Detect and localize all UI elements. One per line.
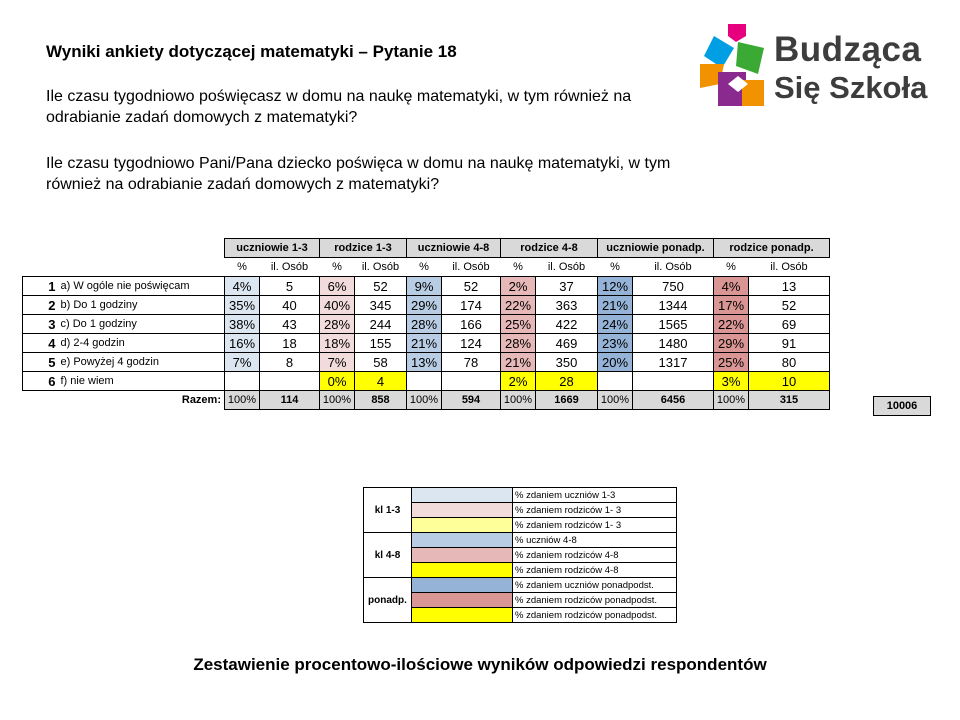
count-cell: 28: [536, 372, 598, 391]
count-cell: 91: [749, 334, 830, 353]
count-cell: 52: [749, 296, 830, 315]
count-cell: 174: [442, 296, 501, 315]
group-header: rodzice ponadp.: [714, 239, 830, 258]
percent-cell: 16%: [225, 334, 260, 353]
legend-text: % zdaniem rodziców ponadpodst.: [513, 608, 677, 623]
total-cell: 858: [355, 391, 407, 410]
legend-text: % zdaniem rodziców 1- 3: [513, 518, 677, 533]
row-label: d) 2-4 godzin: [59, 334, 225, 353]
total-cell: 594: [442, 391, 501, 410]
percent-cell: 4%: [225, 277, 260, 296]
legend-swatch: [412, 503, 513, 518]
row-number: 3: [23, 315, 59, 334]
percent-cell: 2%: [501, 277, 536, 296]
sub-header: il. Osób: [452, 261, 490, 273]
legend-row: [364, 533, 677, 548]
count-cell: 244: [355, 315, 407, 334]
legend-text: % zdaniem rodziców 4-8: [513, 548, 677, 563]
count-cell: 422: [536, 315, 598, 334]
legend-swatch: [412, 608, 513, 623]
count-cell: 40: [260, 296, 320, 315]
logo-text-line1: Budząca: [774, 30, 922, 69]
table-row: [23, 296, 830, 315]
grand-total: 10006: [873, 396, 931, 416]
count-cell: 78: [442, 353, 501, 372]
count-cell: [442, 372, 501, 391]
total-cell: 100%: [407, 391, 442, 410]
percent-cell: 3%: [714, 372, 749, 391]
row-number: 1: [23, 277, 59, 296]
count-cell: 10: [749, 372, 830, 391]
sub-header: %: [332, 261, 342, 273]
count-cell: 18: [260, 334, 320, 353]
count-cell: 155: [355, 334, 407, 353]
question-parent: Ile czasu tygodniowo Pani/Pana dziecko poświęca w domu na naukę matematyki, w tym również na odrabianie zadań domowych z matematyki?: [46, 155, 671, 193]
percent-cell: 7%: [225, 353, 260, 372]
count-cell: 345: [355, 296, 407, 315]
count-cell: 469: [536, 334, 598, 353]
percent-cell: 18%: [320, 334, 355, 353]
percent-cell: 24%: [598, 315, 633, 334]
legend-text: % zdaniem rodziców 1- 3: [513, 503, 677, 518]
legend-swatch: [412, 518, 513, 533]
count-cell: 1344: [633, 296, 714, 315]
count-cell: 1317: [633, 353, 714, 372]
count-cell: 4: [355, 372, 407, 391]
group-header: rodzice 1-3: [320, 239, 407, 258]
percent-cell: 25%: [501, 315, 536, 334]
percent-cell: 22%: [501, 296, 536, 315]
legend-text: % zdaniem uczniów ponadpodst.: [513, 578, 677, 593]
percent-cell: 21%: [407, 334, 442, 353]
total-cell: 100%: [714, 391, 749, 410]
row-label: c) Do 1 godziny: [59, 315, 225, 334]
totals-row: [23, 391, 830, 410]
legend-text: % uczniów 4-8: [513, 533, 677, 548]
percent-cell: 28%: [320, 315, 355, 334]
sub-header: il. Osób: [547, 261, 586, 273]
total-label: Razem:: [181, 394, 221, 407]
percent-cell: 21%: [501, 353, 536, 372]
sub-header: %: [513, 261, 523, 273]
row-label: f) nie wiem: [59, 372, 225, 391]
count-cell: 1565: [633, 315, 714, 334]
results-table: [22, 238, 830, 410]
color-legend: [363, 487, 677, 623]
total-cell: 100%: [320, 391, 355, 410]
percent-cell: 28%: [501, 334, 536, 353]
group-header: rodzice 4-8: [501, 239, 598, 258]
legend-row: [364, 488, 677, 503]
page-title: Wyniki ankiety dotyczącej matematyki – Pytanie 18: [46, 42, 457, 61]
logo-mark-icon: [698, 22, 774, 112]
row-label: a) W ogóle nie poświęcam: [59, 277, 225, 296]
legend-swatch: [412, 488, 513, 503]
percent-cell: 23%: [598, 334, 633, 353]
count-cell: 69: [749, 315, 830, 334]
table-row: [23, 277, 830, 296]
count-cell: 363: [536, 296, 598, 315]
table-row: [23, 315, 830, 334]
count-cell: 58: [355, 353, 407, 372]
percent-cell: 0%: [320, 372, 355, 391]
percent-cell: 38%: [225, 315, 260, 334]
sub-header: il. Osób: [361, 261, 400, 273]
total-cell: 114: [260, 391, 320, 410]
percent-cell: 35%: [225, 296, 260, 315]
total-cell: 100%: [501, 391, 536, 410]
total-cell: 100%: [225, 391, 260, 410]
table-row: [23, 353, 830, 372]
percent-cell: 13%: [407, 353, 442, 372]
question-student: Ile czasu tygodniowo poświęcasz w domu na naukę matematyki, w tym również na odrabianie zadań domowych z matematyki?: [46, 88, 632, 126]
count-cell: 750: [633, 277, 714, 296]
percent-cell: 25%: [714, 353, 749, 372]
percent-cell: 29%: [714, 334, 749, 353]
count-cell: 8: [260, 353, 320, 372]
total-cell: 100%: [598, 391, 633, 410]
count-cell: 350: [536, 353, 598, 372]
count-cell: 80: [749, 353, 830, 372]
sub-header: %: [726, 261, 736, 273]
percent-cell: 2%: [501, 372, 536, 391]
percent-cell: 17%: [714, 296, 749, 315]
logo-text-line2: Się Szkoła: [774, 70, 928, 105]
percent-cell: 20%: [598, 353, 633, 372]
count-cell: 52: [355, 277, 407, 296]
percent-cell: 7%: [320, 353, 355, 372]
row-number: 2: [23, 296, 59, 315]
count-cell: 13: [749, 277, 830, 296]
total-cell: 315: [749, 391, 830, 410]
count-cell: 37: [536, 277, 598, 296]
legend-text: % zdaniem rodziców 4-8: [513, 563, 677, 578]
total-cell: 6456: [633, 391, 714, 410]
table-row: [23, 372, 830, 391]
count-cell: [633, 372, 714, 391]
percent-cell: [598, 372, 633, 391]
row-number: 6: [23, 372, 59, 391]
table-row: [23, 334, 830, 353]
count-cell: 124: [442, 334, 501, 353]
legend-swatch: [412, 578, 513, 593]
total-cell: 1669: [536, 391, 598, 410]
count-cell: 5: [260, 277, 320, 296]
percent-cell: 12%: [598, 277, 633, 296]
sub-header: %: [237, 261, 247, 273]
footer-caption: Zestawienie procentowo-ilościowe wyników odpowiedzi respondentów: [193, 655, 767, 674]
group-header: uczniowie ponadp.: [598, 239, 714, 258]
count-cell: 166: [442, 315, 501, 334]
group-header: uczniowie 4-8: [407, 239, 501, 258]
percent-cell: [407, 372, 442, 391]
sub-header: il. Osób: [270, 261, 309, 273]
percent-cell: 28%: [407, 315, 442, 334]
legend-text: % zdaniem rodziców ponadpodst.: [513, 593, 677, 608]
percent-cell: 40%: [320, 296, 355, 315]
count-cell: 52: [442, 277, 501, 296]
row-number: 4: [23, 334, 59, 353]
percent-cell: 4%: [714, 277, 749, 296]
legend-row: [364, 578, 677, 593]
legend-text: % zdaniem uczniów 1-3: [513, 488, 677, 503]
legend-swatch: [412, 548, 513, 563]
legend-swatch: [412, 563, 513, 578]
legend-group-label: ponadp.: [364, 578, 412, 623]
sub-header: %: [610, 261, 620, 273]
percent-cell: 21%: [598, 296, 633, 315]
percent-cell: [225, 372, 260, 391]
percent-cell: 29%: [407, 296, 442, 315]
row-label: b) Do 1 godziny: [59, 296, 225, 315]
count-cell: 1480: [633, 334, 714, 353]
sub-header-row: [23, 258, 830, 277]
sub-header: il. Osób: [770, 261, 808, 273]
percent-cell: 22%: [714, 315, 749, 334]
percent-cell: 9%: [407, 277, 442, 296]
row-label: e) Powyżej 4 godzin: [59, 353, 225, 372]
group-header-row: [23, 239, 830, 258]
percent-cell: 6%: [320, 277, 355, 296]
count-cell: 43: [260, 315, 320, 334]
sub-header: il. Osób: [654, 261, 692, 273]
group-header: uczniowie 1-3: [225, 239, 320, 258]
count-cell: [260, 372, 320, 391]
row-number: 5: [23, 353, 59, 372]
legend-swatch: [412, 593, 513, 608]
sub-header: %: [419, 261, 429, 273]
legend-swatch: [412, 533, 513, 548]
legend-group-label: kl 1-3: [364, 488, 412, 533]
legend-group-label: kl 4-8: [364, 533, 412, 578]
